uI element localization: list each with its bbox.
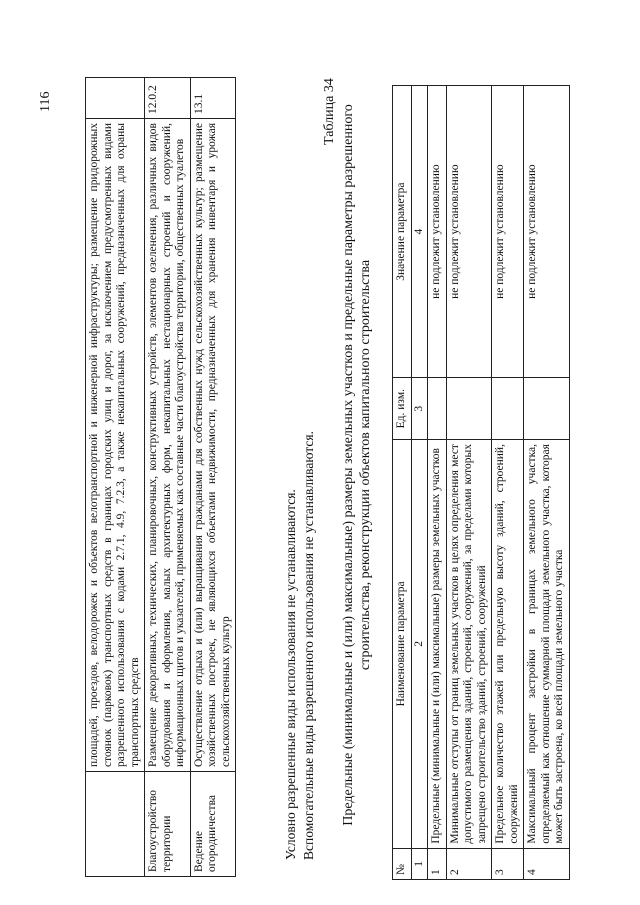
table-title: Предельные (минимальные и (или) максимальные) размеры земельных участков и предельные параметры разрешенного строительства, реконструкции объектов капитального строительства (341, 104, 373, 826)
use-name-cell: Благоустройство территории (145, 772, 191, 877)
table-row (190, 78, 236, 877)
table-row (524, 86, 570, 880)
column-index: 2 (411, 440, 428, 849)
row-unit (524, 378, 570, 440)
use-description-cell: Осуществление отдыха и (или) выращивания гражданами для собственных нужд сельскохозяйственных культур; размещение хозяйственных построек, не являющихся объектами недвижимости, предназначенных для хранения инвентаря и урожая сельскохозяйственных культур (190, 119, 236, 772)
permitted-use-table (85, 77, 236, 877)
column-index: 4 (411, 86, 428, 378)
header-value: Значение параметра (393, 86, 412, 378)
page-number-text: 116 (38, 91, 53, 112)
table-label: Таблица 34 (322, 78, 337, 145)
row-num: 4 (524, 848, 570, 879)
table-header-row (393, 86, 412, 880)
use-code-cell: 12.0.2 (145, 78, 191, 119)
conditional-uses-note: Условно разрешенные виды использования не устанавливаются. (283, 489, 298, 860)
row-name: Минимальные отступы от границ земельных участков в целях определения мест допустимого размещения зданий, строений, сооружений, за пределами которых запрещено строительство зданий, строений, сооружений (446, 440, 492, 849)
header-name: Наименование параметра (393, 440, 412, 849)
use-name-cell: Ведение огородничества (190, 772, 236, 877)
table-row (86, 78, 145, 877)
row-value: не подлежит установлению (428, 86, 447, 378)
row-num: 2 (446, 848, 492, 879)
table-row (492, 86, 524, 880)
row-unit (492, 378, 524, 440)
row-value: не подлежит установлению (524, 86, 570, 378)
table-row (145, 78, 191, 877)
use-code-cell (86, 78, 145, 119)
row-name: Предельные (минимальные и (или) максимальные) размеры земельных участков (428, 440, 447, 849)
row-unit (446, 378, 492, 440)
column-index-row (411, 86, 428, 880)
use-description-cell: площадей, проездов, велодорожек и объектов велотранспортной и инженерной инфраструктуры; размещение придорожных стоянок (парковок) транспортных средств в границах городских улиц и дорог, за исключением предусмотренных видами разрешенного использования с кодами 2.7.1, 4.9, 7.2.3, а также некапитальных сооружений, предназначенных для охраны транспортных средств (86, 119, 145, 772)
header-unit: Ед. изм. (393, 378, 412, 440)
use-name-cell (86, 772, 145, 877)
auxiliary-uses-note: Вспомогательные виды разрешенного использования не устанавливаются. (301, 431, 316, 860)
row-name: Предельное количество этажей или предельную высоту зданий, строений, сооружений (492, 440, 524, 849)
header-num: № (393, 848, 412, 879)
table-row (428, 86, 447, 880)
row-value: не подлежит установлению (446, 86, 492, 378)
use-code-cell: 13.1 (190, 78, 236, 119)
use-description-cell: Размещение декоративных, технических, планировочных, конструктивных устройств, элементов озеленения, различных видов оборудования и оформления, малых архитектурных форм, некапитальных нестационарных строений и сооружений, информационных щитов и указателей, применяемых как составные части благоустройства территории, общественных туалетов (145, 119, 191, 772)
row-num: 3 (492, 848, 524, 879)
row-unit (428, 378, 447, 440)
row-num: 1 (428, 848, 447, 879)
column-index: 3 (411, 378, 428, 440)
table-row (446, 86, 492, 880)
parameters-table (392, 85, 570, 880)
row-value: не подлежит установлению (492, 86, 524, 378)
column-index: 1 (411, 848, 428, 879)
row-name: Максимальный процент застройки в границах земельного участка, определяемый как отношение суммарной площади земельного участка, которая может быть застроена, ко всей площади земельного участка (524, 440, 570, 849)
